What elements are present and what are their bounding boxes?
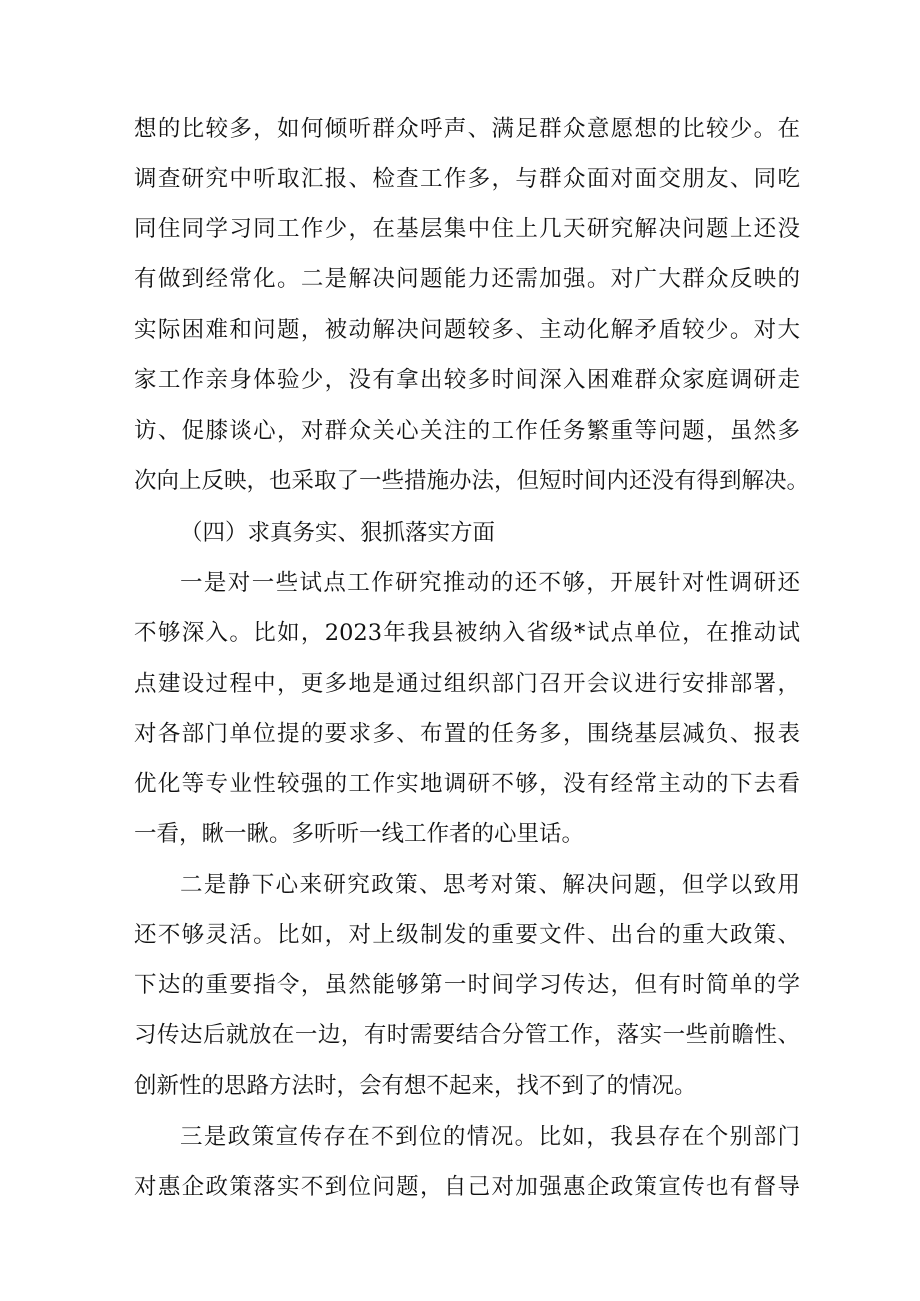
body-text-line: 下达的重要指令，虽然能够第一时间学习传达，但有时简单的学 [134,972,800,998]
body-text-line: 还不够灵活。比如，对上级制发的重要文件、出台的重大政策、 [134,922,800,948]
body-text-line: 创新性的思路方法时，会有想不起来，找不到了的情况。 [134,1073,697,1099]
body-text-line: 一是对一些试点工作研究推动的还不够，开展针对性调研还 [180,570,800,596]
body-text-line: 三是政策宣传存在不到位的情况。比如，我县存在个别部门 [180,1124,800,1150]
body-text-line: 调查研究中听取汇报、检查工作多，与群众面对面交朋友、同吃 [134,166,800,192]
section-heading: （四）求真务实、狠抓落实方面 [180,520,496,546]
body-text-line: 家工作亲身体验少，没有拿出较多时间深入困难群众家庭调研走 [134,367,800,393]
body-text-line: 对各部门单位提的要求多、布置的任务多，围绕基层减负、报表 [134,721,800,747]
body-text-line: 访、促膝谈心，对群众关心关注的工作任务繁重等问题，虽然多 [134,418,800,444]
body-text-line: 二是静下心来研究政策、思考对策、解决问题，但学以致用 [180,872,800,898]
body-text-line: 对惠企政策落实不到位问题，自己对加强惠企政策宣传也有督导 [134,1174,800,1200]
body-text-line: 习传达后就放在一边，有时需要结合分管工作，落实一些前瞻性、 [134,1022,800,1048]
body-text-line: 点建设过程中，更多地是通过组织部门召开会议进行安排部署， [134,671,800,697]
body-text-line: 有做到经常化。二是解决问题能力还需加强。对广大群众反映的 [134,266,800,292]
body-text-line: 一看，瞅一瞅。多听听一线工作者的心里话。 [134,821,585,847]
body-text-line: 优化等专业性较强的工作实地调研不够，没有经常主动的下去看 [134,771,800,797]
body-text-line: 实际困难和问题，被动解决问题较多、主动化解矛盾较少。对大 [134,317,800,343]
body-text-line: 次向上反映，也采取了一些措施办法，但短时间内还没有得到解决。 [134,468,810,494]
body-text-line: 想的比较多，如何倾听群众呼声、满足群众意愿想的比较少。在 [134,116,800,142]
body-text-line: 不够深入。比如，2023年我县被纳入省级*试点单位，在推动试 [134,620,800,646]
body-text-line: 同住同学习同工作少，在基层集中住上几天研究解决问题上还没 [134,216,800,242]
